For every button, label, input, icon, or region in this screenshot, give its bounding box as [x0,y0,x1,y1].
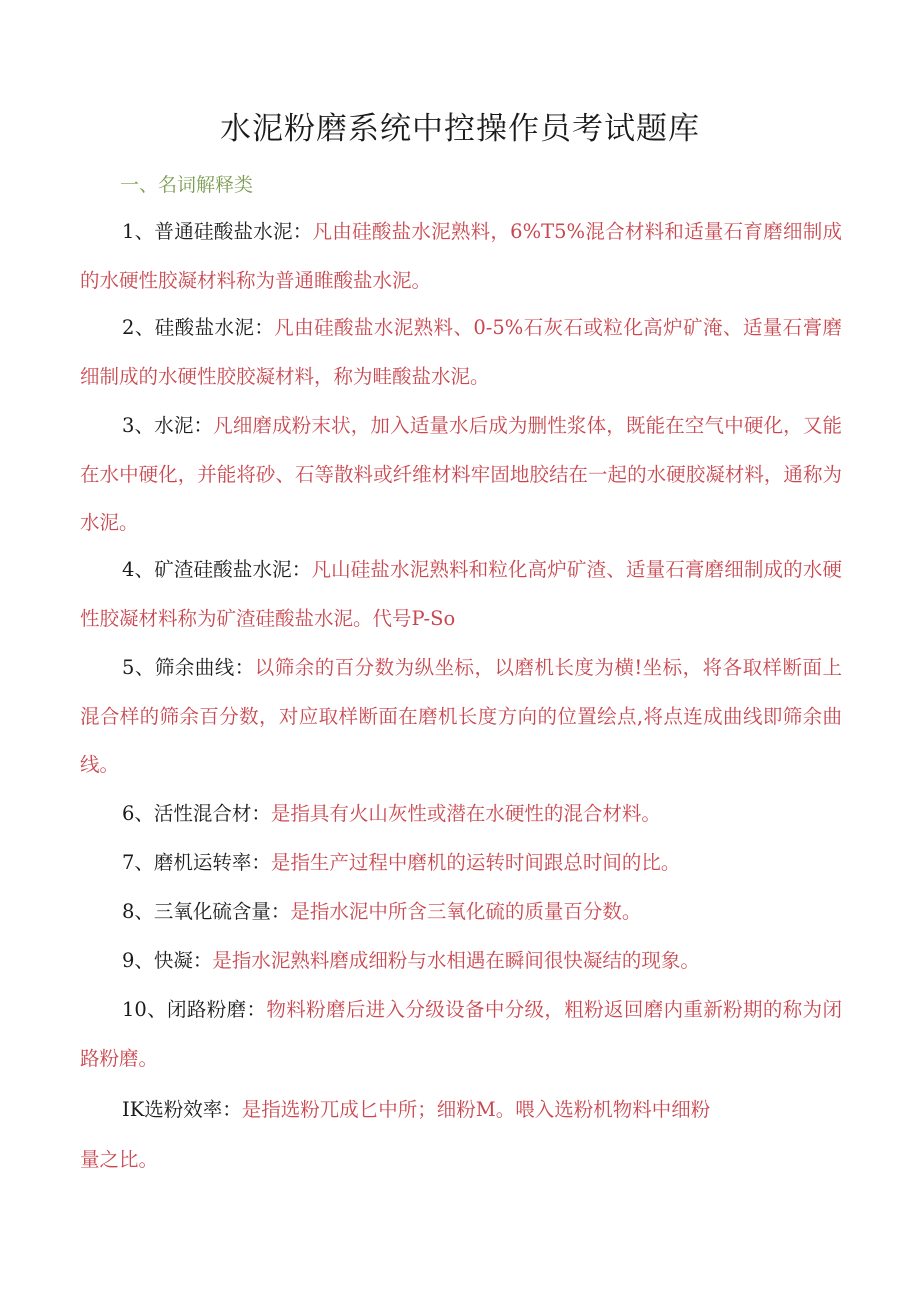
entry-definition: 凡细磨成粉末状，加入适量水后成为删性浆体，既能在空气中硬化，又能在水中硬化，并能将砂、石等散料或纤维材料牢固地胶结在一起的水硬胶凝材料，通称为水泥。 [80,414,842,534]
definition-entry [80,790,842,839]
definition-entry [122,1086,710,1134]
entry-term: 5、筛余曲线： [122,656,255,679]
entry-definition: 是指生产过程中磨机的运转时间跟总时间的比。 [270,851,681,874]
entry-term: 2、硅酸盐水泥： [122,316,275,339]
entry-term: 10、闭路粉磨： [122,998,267,1021]
definition-entry [80,644,842,790]
entry-definition: 凡由硅酸盐水泥熟料、0-5%石灰石或粒化高炉矿淹、适量石膏磨细制成的水硬性胶胶凝材料，称为畦酸盐水泥。 [80,316,842,388]
entry-definition: 凡山硅盐水泥熟料和粒化高炉矿渣、适量石膏磨细制成的水硬性胶凝材料称为矿渣硅酸盐水泥。代号P-So [80,558,842,630]
definition-entry [80,402,842,548]
entry-term: IK选粉效率： [122,1098,242,1121]
definition-entry [80,304,842,401]
definition-entry [80,888,842,937]
entry-definition: 是指水泥熟料磨成细粉与水相遇在瞬间很快凝结的现象。 [212,949,700,972]
entry-term: 6、活性混合材： [122,802,271,825]
definition-entry [80,839,842,888]
entry-term: 4、矿渣硅酸盐水泥： [122,558,312,581]
entry-term: 8、三氧化硫含量： [122,900,291,923]
entry-term: 3、水泥： [122,414,214,437]
entry-definition: 以筛余的百分数为纵坐标，以磨机长度为横!坐标，将各取样断面上混合样的筛余百分数，对应取样断面在磨机长度方向的位置绘点,将点连成曲线即筛余曲线。 [80,656,842,776]
entry-definition: 是指具有火山灰性或潜在水硬性的混合材料。 [270,802,661,825]
entry-definition: 物料粉磨后进入分级设备中分级，粗粉返回磨内重新粉期的称为闭路粉磨。 [80,998,842,1070]
entry-term: 1、普通硅酸盐水泥： [122,220,313,243]
definition-entry [80,986,842,1083]
entry-definition: 凡由硅酸盐水泥熟料，6%T5%混合材料和适量石育磨细制成的水硬性胶凝材料称为普通睢酸盐水泥。 [80,220,842,292]
definition-entry [80,937,842,986]
entry-definition: 是指水泥中所含三氧化硫的质量百分数。 [290,900,642,923]
section-heading: 一、名词解释类 [120,174,254,196]
definition-entry [80,208,842,305]
entry-definition: 是指选粉兀成匕中所；细粉M。喂入选粉机物料中细粉 [241,1098,711,1121]
entry-term: 9、快凝： [122,949,213,972]
document-title: 水泥粉磨系统中控操作员考试题库 [220,111,700,147]
entry-definition-continuation: 量之比。 [80,1148,159,1171]
entry-term: 7、磨机运转率： [122,851,271,874]
definition-entry [80,546,842,643]
